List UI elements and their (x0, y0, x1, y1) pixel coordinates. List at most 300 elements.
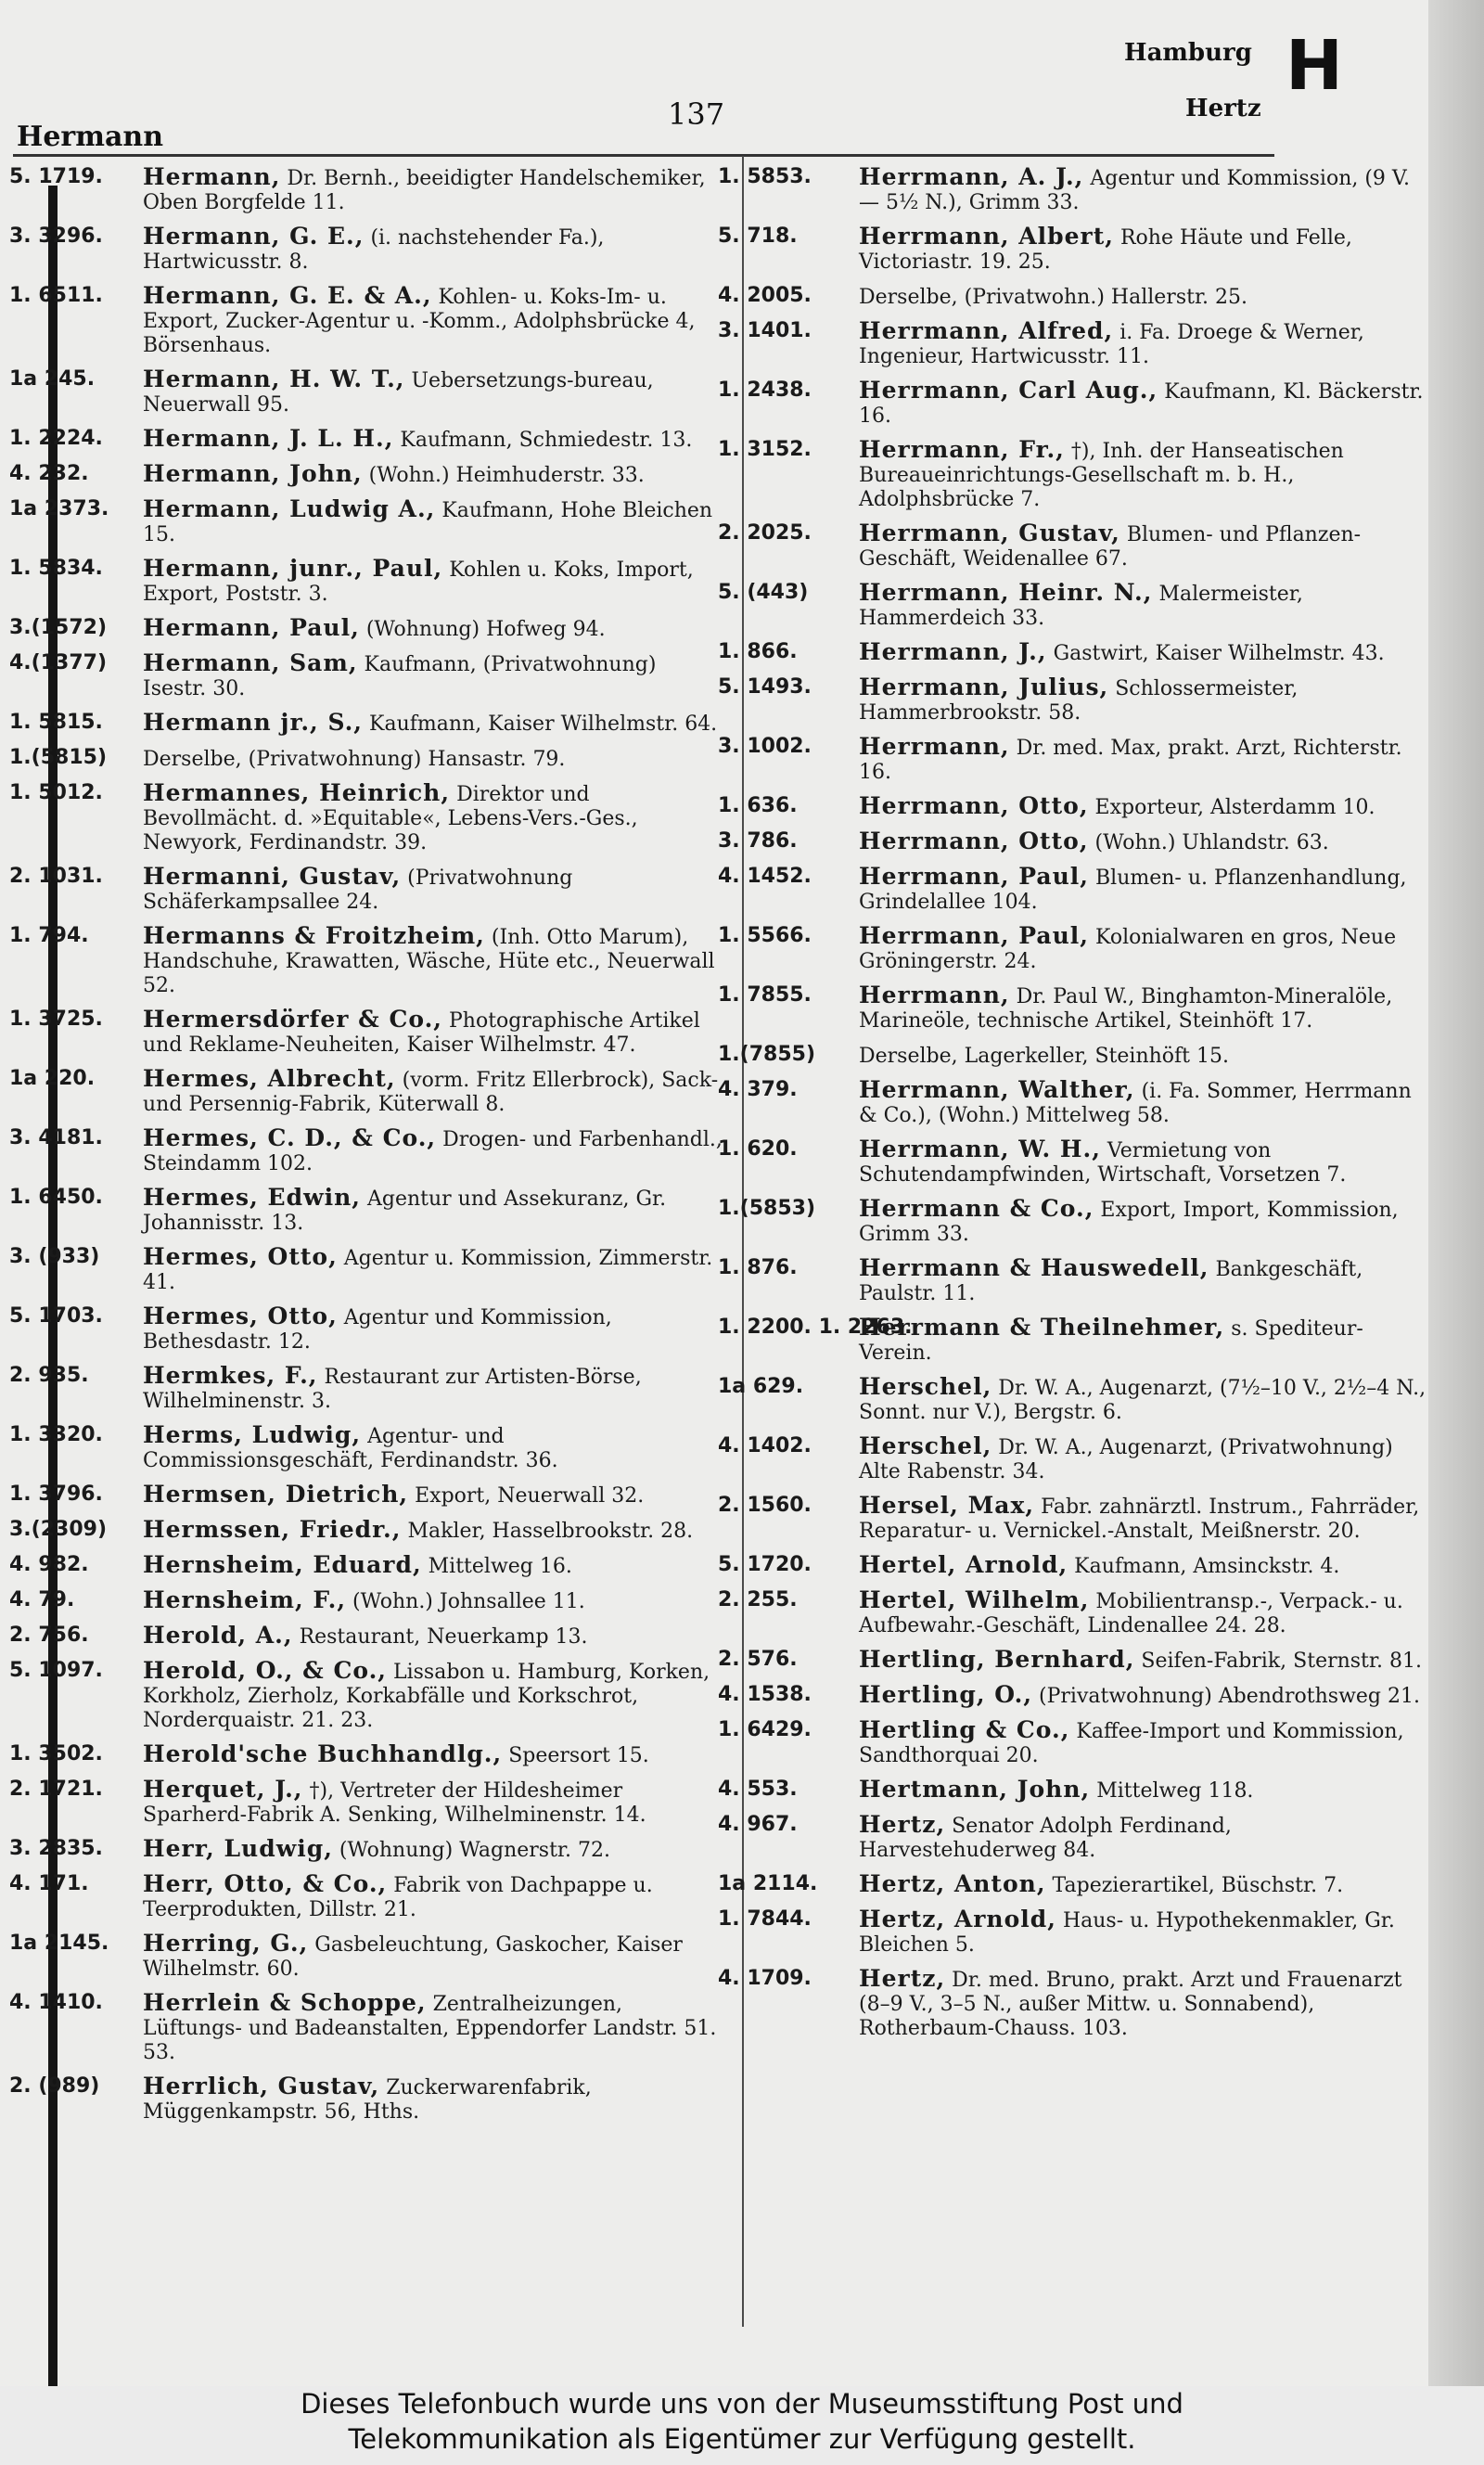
entry-text (130, 1186, 725, 1236)
phone-number: 3. (933) (9, 1245, 100, 1268)
phone-number: 2. 1721. (9, 1778, 103, 1801)
entry-text (846, 829, 1432, 855)
phone-number: 2. 2025. (718, 521, 812, 545)
subscriber-name: Hermann, John, (143, 460, 363, 487)
phone-number: 5. 1720. (718, 1553, 812, 1576)
phone-number: 5. 1719. (9, 165, 103, 188)
phone-number: 2. 935. (9, 1364, 89, 1387)
entry-details: Gasbeleuchtung, Gaskocher, Kaiser Wilhelmstr. 60. (143, 1933, 683, 1981)
subscriber-name: Herrmann, Fr., (859, 436, 1065, 463)
directory-entry (9, 497, 725, 547)
entry-details: Vermietung von Schutendampfwinden, Wirtschaft, Vorsetzen 7. (859, 1139, 1347, 1187)
subscriber-name: Herrmann, Albert, (859, 223, 1114, 250)
directory-entry (9, 1932, 725, 1982)
entry-text (846, 284, 1432, 310)
entry-details: Exporteur, Alsterdamm 10. (1094, 796, 1375, 819)
phone-number: 1. 6429. (718, 1718, 812, 1741)
entry-text (846, 1872, 1432, 1898)
directory-entry (9, 746, 725, 772)
phone-number: 1.(5815) (9, 746, 108, 769)
directory-entry (718, 1197, 1432, 1247)
directory-entry (9, 616, 725, 642)
phone-number: 1. 876. (718, 1256, 798, 1279)
entry-details: (i. Fa. Sommer, Herrmann & Co.), (Wohn.) Mittelweg 58. (859, 1080, 1412, 1127)
entry-details: i. Fa. Droege & Werner, Ingenieur, Hartwicusstr. 11. (859, 321, 1364, 368)
entry-details: Restaurant zur Artisten-Börse, Wilhelminenstr. 3. (143, 1366, 642, 1413)
subscriber-name: Hernsheim, Eduard, (143, 1551, 422, 1578)
directory-entry (718, 1967, 1432, 2041)
phone-number: 4. 1410. (9, 1991, 103, 2014)
phone-number: 3.(2309) (9, 1518, 108, 1541)
entry-text (130, 2074, 725, 2125)
entry-text (130, 1932, 725, 1982)
subscriber-name: Herold, A., (143, 1622, 293, 1649)
subscriber-name: Herrmann, (859, 733, 1010, 760)
phone-number: 4. 1452. (718, 865, 812, 888)
phone-number: 1. 6511. (9, 284, 103, 307)
phone-number: 1. 2200. 1. 2263. (718, 1316, 913, 1339)
subscriber-name: Herrmann, Alfred, (859, 317, 1114, 344)
subscriber-name: Herrmann, Paul, (859, 863, 1089, 890)
subscriber-name: Hermann, H. W. T., (143, 366, 405, 392)
subscriber-name: Herrmann, W. H., (859, 1136, 1101, 1162)
entry-text (846, 1316, 1432, 1366)
directory-entry (9, 557, 725, 607)
entry-text (846, 438, 1432, 512)
entry-details: Agentur und Kommission, (9 V. — 5½ N.), Grimm 33. (859, 167, 1410, 214)
entry-details: Lissabon u. Hamburg, Korken, Korkholz, Zierholz, Korkabfälle und Korkschrot, Norderquaistr. 21. 23. (143, 1661, 710, 1732)
directory-entry (718, 284, 1432, 310)
entry-text (846, 1588, 1432, 1638)
entry-details: Dr. W. A., Augenarzt, (Privatwohnung) Alte Rabenstr. 34. (859, 1436, 1393, 1483)
directory-entry (718, 225, 1432, 275)
entry-text (130, 781, 725, 855)
phone-number: 1. 866. (718, 640, 798, 663)
phone-number: 3. 1401. (718, 319, 812, 342)
subscriber-name: Herold, O., & Co., (143, 1657, 387, 1684)
entry-text (846, 640, 1432, 666)
subscriber-name: Hernsheim, F., (143, 1586, 347, 1613)
subscriber-name: Herrmann, Carl Aug., (859, 377, 1158, 404)
entry-text (130, 1126, 725, 1176)
entry-details: Rohe Häute und Felle, Victoriastr. 19. 25. (859, 226, 1352, 274)
entry-text (846, 319, 1432, 369)
directory-entry (9, 225, 725, 275)
directory-entry (718, 379, 1432, 429)
entry-text (846, 675, 1432, 725)
subscriber-name: Herschel, (859, 1373, 992, 1400)
entry-text (130, 1991, 725, 2065)
phone-number: 1. 2438. (718, 379, 812, 402)
entry-details: (vorm. Fritz Ellerbrock), Sack- und Persennig-Fabrik, Küterwall 8. (143, 1069, 719, 1116)
entry-text (130, 427, 725, 453)
directory-entry (9, 1008, 725, 1058)
phone-number: 4. 79. (9, 1588, 75, 1611)
entry-text (846, 924, 1432, 974)
entry-details: (Wohn.) Johnsallee 11. (352, 1590, 585, 1613)
phone-number: 3.(1572) (9, 616, 108, 639)
entry-details: Dr. med. Bruno, prakt. Arzt und Frauenarzt (8–9 V., 3–5 N., außer Mittw. u. Sonnabend), Rotherbaum-Chauss. 103. (859, 1969, 1402, 2040)
entry-text (846, 1813, 1432, 1863)
entry-details: Schlossermeister, Hammerbrookstr. 58. (859, 677, 1298, 725)
phone-number: 1. 5853. (718, 165, 812, 188)
directory-entry (718, 924, 1432, 974)
entry-details: Kolonialwaren en gros, Neue Gröningerstr. 24. (859, 926, 1397, 973)
entry-details: Derselbe, (Privatwohnung) Hansastr. 79. (143, 748, 566, 771)
entry-details: Fabr. zahnärztl. Instrum., Fahrräder, Reparatur- u. Vernickel.-Anstalt, Meißnerstr. 20. (859, 1496, 1420, 1543)
entry-details: Kaufmann, (Privatwohnung) Isestr. 30. (143, 653, 657, 700)
footer-line-2: Telekommunikation als Eigentümer zur Verfügung gestellt. (348, 2423, 1136, 2455)
directory-entry (9, 165, 725, 215)
entry-details: Zentralheizungen, Lüftungs- und Badeanstalten, Eppendorfer Landstr. 51. 53. (143, 1993, 717, 2064)
subscriber-name: Hertel, Arnold, (859, 1551, 1068, 1578)
entry-details: s. Spediteur-Verein. (859, 1317, 1363, 1365)
phone-number: 1. 636. (718, 794, 798, 817)
entry-details: Kaufmann, Amsinckstr. 4. (1074, 1555, 1340, 1578)
subscriber-name: Hermersdörfer & Co., (143, 1006, 442, 1033)
header-rule (13, 154, 1274, 157)
subscriber-name: Hermannes, Heinrich, (143, 779, 451, 806)
phone-number: 1a 2145. (9, 1932, 109, 1955)
directory-entry (9, 1186, 725, 1236)
subscriber-name: Herrmann, Otto, (859, 792, 1089, 819)
subscriber-name: Herrlein & Schoppe, (143, 1989, 427, 2016)
subscriber-name: Hermann jr., S., (143, 709, 364, 736)
entry-details: (Wohnung) Hofweg 94. (365, 618, 606, 641)
subscriber-name: Hermes, Otto, (143, 1243, 338, 1270)
phone-number: 2. 756. (9, 1624, 89, 1647)
entry-details: (Wohn.) Uhlandstr. 63. (1094, 831, 1329, 854)
subscriber-name: Hermkes, F., (143, 1362, 318, 1389)
subscriber-name: Hertmann, John, (859, 1776, 1091, 1803)
entry-text (130, 1245, 725, 1295)
directory-entry (9, 1067, 725, 1117)
phone-number: 1. 3725. (9, 1008, 103, 1031)
entry-text (130, 865, 725, 915)
entry-text (130, 616, 725, 642)
entry-details: Derselbe, Lagerkeller, Steinhöft 15. (859, 1045, 1229, 1068)
directory-entry (718, 1316, 1432, 1366)
directory-entry (718, 1588, 1432, 1638)
subscriber-name: Hermsen, Dietrich, (143, 1481, 409, 1508)
entry-text (846, 1553, 1432, 1579)
phone-number: 1. 3502. (9, 1742, 103, 1765)
entry-details: Kaufmann, Kaiser Wilhelmstr. 64. (369, 713, 718, 736)
directory-entry (9, 1659, 725, 1733)
running-head-right: Hertz (1185, 95, 1261, 122)
phone-number: 2. 255. (718, 1588, 798, 1611)
directory-entry (9, 1742, 725, 1768)
subscriber-name: Hertel, Wilhelm, (859, 1586, 1090, 1613)
entry-details: Photographische Artikel und Reklame-Neuheiten, Kaiser Wilhelmstr. 47. (143, 1009, 700, 1057)
subscriber-name: Herrmann, Otto, (859, 828, 1089, 854)
directory-entry (718, 1434, 1432, 1484)
subscriber-name: Hermanni, Gustav, (143, 863, 402, 890)
directory-entry (9, 1837, 725, 1863)
phone-number: 1. 6450. (9, 1186, 103, 1209)
phone-number: 1. 2224. (9, 427, 103, 450)
entry-details: (Wohnung) Wagnerstr. 72. (339, 1839, 610, 1862)
directory-entry (718, 1648, 1432, 1674)
directory-entry (718, 829, 1432, 855)
entry-text (130, 1837, 725, 1863)
entry-details: Mobilientransp.-, Verpack.- u. Aufbewahr.-Geschäft, Lindenallee 24. 28. (859, 1590, 1403, 1637)
entry-text (130, 165, 725, 215)
subscriber-name: Hermann, G. E. & A., (143, 282, 432, 309)
entry-text (130, 1304, 725, 1354)
directory-entry (718, 521, 1432, 571)
phone-number: 1. 3796. (9, 1483, 103, 1506)
subscriber-name: Herring, G., (143, 1930, 309, 1957)
subscriber-name: Herrmann, J., (859, 638, 1047, 665)
subscriber-name: Hersel, Max, (859, 1492, 1035, 1519)
directory-entry (9, 1518, 725, 1544)
entry-details: Uebersetzungs-bureau, Neuerwall 95. (143, 369, 654, 417)
phone-number: 1. 794. (9, 924, 89, 947)
entry-text (130, 1872, 725, 1922)
directory-entry (9, 284, 725, 358)
subscriber-name: Hermann, J. L. H., (143, 425, 394, 452)
phone-number: 5. (443) (718, 581, 809, 604)
footer-line-1: Dieses Telefonbuch wurde uns von der Museumsstiftung Post und (301, 2388, 1183, 2420)
entry-text (846, 1967, 1432, 2041)
entry-text (846, 1907, 1432, 1958)
entry-details: Dr. Paul W., Binghamton-Mineralöle, Marineöle, technische Artikel, Steinhöft 17. (859, 985, 1393, 1033)
entry-text (130, 1742, 725, 1768)
phone-number: 3. 4181. (9, 1126, 103, 1149)
directory-entry (718, 165, 1432, 215)
subscriber-name: Hertling, Bernhard, (859, 1646, 1135, 1673)
directory-entry (9, 1245, 725, 1295)
directory-entry (718, 1553, 1432, 1579)
phone-number: 4. 1402. (718, 1434, 812, 1457)
phone-number: 5. 1703. (9, 1304, 103, 1328)
directory-entry (718, 640, 1432, 666)
entry-text (846, 165, 1432, 215)
entry-details: Kaufmann, Schmiedestr. 13. (400, 429, 693, 452)
phone-number: 4. 1709. (718, 1967, 812, 1990)
entry-text (130, 1659, 725, 1733)
subscriber-name: Herrlich, Gustav, (143, 2073, 380, 2099)
phone-number: 1. 5815. (9, 711, 103, 734)
directory-entry (718, 1375, 1432, 1425)
phone-number: 4. 2005. (718, 284, 812, 307)
entry-text (846, 581, 1432, 631)
section-letter: H (1286, 26, 1343, 106)
phone-number: 4.(1377) (9, 651, 108, 674)
subscriber-name: Herrmann & Co., (859, 1195, 1094, 1222)
phone-number: 4. 982. (9, 1553, 89, 1576)
phone-number: 3. 786. (718, 829, 798, 853)
subscriber-name: Hermes, Edwin, (143, 1184, 361, 1211)
entry-details: Mittelweg 16. (428, 1555, 572, 1578)
entry-details: Restaurant, Neuerkamp 13. (299, 1625, 588, 1649)
entry-text (130, 711, 725, 737)
page-edge-shadow (1428, 0, 1484, 2386)
subscriber-name: Hermann, Sam, (143, 649, 358, 676)
entry-text (130, 1008, 725, 1058)
subscriber-name: Hertz, (859, 1811, 946, 1838)
entry-details: Tapezierartikel, Büschstr. 7. (1052, 1874, 1344, 1897)
subscriber-name: Herrmann & Hauswedell, (859, 1254, 1209, 1281)
entry-text (846, 1078, 1432, 1128)
entry-text (130, 1588, 725, 1614)
phone-number: 2. 1031. (9, 865, 103, 888)
phone-number: 1. 5012. (9, 781, 103, 804)
phone-number: 3. 3296. (9, 225, 103, 248)
directory-entry (9, 1872, 725, 1922)
entry-text (846, 1683, 1432, 1709)
phone-number: 4. 171. (9, 1872, 89, 1895)
entry-details: Bankgeschäft, Paulstr. 11. (859, 1258, 1363, 1305)
directory-entry (9, 865, 725, 915)
directory-entry (718, 794, 1432, 820)
entry-text (846, 1197, 1432, 1247)
directory-entry (9, 1778, 725, 1828)
entry-details: Kohlen- u. Koks-Im- u. Export, Zucker-Agentur u. -Komm., Adolphsbrücke 4, Börsenhaus. (143, 286, 696, 357)
entry-details: Export, Import, Kommission, Grimm 33. (859, 1199, 1399, 1246)
entry-text (846, 1778, 1432, 1804)
phone-number: 3. 2835. (9, 1837, 103, 1860)
entry-details: Fabrik von Dachpappe u. Teerprodukten, Dillstr. 21. (143, 1874, 653, 1921)
subscriber-name: Hertz, (859, 1965, 946, 1992)
directory-entry (718, 1043, 1432, 1069)
entry-text (130, 284, 725, 358)
subscriber-name: Hermann, Ludwig A., (143, 495, 436, 522)
phone-number: 2. 1560. (718, 1494, 812, 1517)
phone-number: 1a 245. (9, 367, 96, 391)
entry-details: Agentur u. Kommission, Zimmerstr. 41. (143, 1247, 713, 1294)
phone-number: 4. 967. (718, 1813, 798, 1836)
phone-number: 1.(7855) (718, 1043, 816, 1066)
directory-entry (718, 1718, 1432, 1768)
entry-text (130, 1067, 725, 1117)
directory-entry (9, 1423, 725, 1473)
phone-number: 4. 379. (718, 1078, 798, 1101)
directory-entry (718, 983, 1432, 1034)
entry-text (130, 1423, 725, 1473)
entry-details: Seifen-Fabrik, Sternstr. 81. (1141, 1650, 1422, 1673)
left-column (9, 165, 725, 2134)
entry-text (846, 225, 1432, 275)
directory-entry (718, 438, 1432, 512)
phone-number: 1a 629. (718, 1375, 804, 1398)
entry-details: Direktor und Bevollmächt. d. »Equitable«, Lebens-Vers.-Ges., Newyork, Ferdinandstr. 39. (143, 783, 638, 854)
subscriber-name: Hermes, C. D., & Co., (143, 1124, 437, 1151)
subscriber-name: Hertz, Arnold, (859, 1906, 1056, 1932)
directory-entry (9, 1364, 725, 1414)
subscriber-name: Herschel, (859, 1432, 992, 1459)
entry-details: Agentur- und Commissionsgeschäft, Ferdinandstr. 36. (143, 1425, 558, 1472)
entry-details: Zuckerwarenfabrik, Müggenkampstr. 56, Hths. (143, 2076, 592, 2124)
entry-details: (Wohn.) Heimhuderstr. 33. (368, 464, 645, 487)
entry-text (846, 865, 1432, 915)
subscriber-name: Hermann, (143, 163, 281, 190)
entry-details: Kaufmann, Kl. Bäckerstr. 16. (859, 380, 1424, 428)
entry-text (846, 1434, 1432, 1484)
subscriber-name: Hertling & Co., (859, 1716, 1070, 1743)
entry-text (846, 1648, 1432, 1674)
directory-entry (718, 1078, 1432, 1128)
entry-text (130, 1624, 725, 1650)
subscriber-name: Hermann, Paul, (143, 614, 360, 641)
entry-details: Blumen- u. Pflanzenhandlung, Grindelallee 104. (859, 867, 1407, 914)
phone-number: 1.(5853) (718, 1197, 816, 1220)
entry-text (846, 1043, 1432, 1069)
entry-details: (Privatwohnung) Abendrothsweg 21. (1039, 1685, 1420, 1708)
phone-number: 4. 553. (718, 1778, 798, 1801)
directory-entry (718, 1137, 1432, 1188)
entry-details: Mittelweg 118. (1096, 1779, 1254, 1803)
entry-details: Dr. med. Max, prakt. Arzt, Richterstr. 16. (859, 737, 1402, 784)
entry-text (130, 651, 725, 701)
entry-text (846, 794, 1432, 820)
entry-details: Malermeister, Hammerdeich 33. (859, 583, 1303, 630)
entry-details: Senator Adolph Ferdinand, Harvestehuderweg 84. (859, 1815, 1232, 1862)
entry-text (130, 1553, 725, 1579)
entry-details: Blumen- und Pflanzen-Geschäft, Weidenallee 67. (859, 523, 1362, 571)
directory-entry (718, 1494, 1432, 1544)
directory-entry (9, 924, 725, 998)
directory-entry (9, 1304, 725, 1354)
subscriber-name: Herrmann, Gustav, (859, 520, 1120, 546)
phone-number: 1. 3320. (9, 1423, 103, 1446)
entry-text (130, 225, 725, 275)
directory-entry (718, 1778, 1432, 1804)
directory-entry (718, 1907, 1432, 1958)
phone-number: 4. 232. (9, 462, 89, 485)
right-column (718, 165, 1432, 2050)
entry-text (846, 983, 1432, 1034)
entry-text (846, 1137, 1432, 1188)
entry-details: †), Inh. der Hanseatischen Bureaueinrichtungs-Gesellschaft m. b. H., Adolphsbrücke 7. (859, 440, 1344, 511)
directory-entry (718, 319, 1432, 369)
directory-entry (9, 1624, 725, 1650)
entry-text (846, 521, 1432, 571)
entry-details: Agentur und Assekuranz, Gr. Johannisstr. 13. (143, 1188, 667, 1235)
entry-details: Kaufmann, Hohe Bleichen 15. (143, 499, 713, 546)
phone-number: 1. 7844. (718, 1907, 812, 1931)
entry-details: Kaffee-Import und Kommission, Sandthorquai 20. (859, 1720, 1404, 1767)
entry-text (130, 1778, 725, 1828)
directory-entry (9, 651, 725, 701)
directory-entry (718, 735, 1432, 785)
phone-number: 5. 718. (718, 225, 798, 248)
subscriber-name: Herr, Ludwig, (143, 1835, 333, 1862)
entry-details: Makler, Hasselbrookstr. 28. (407, 1520, 694, 1543)
entry-text (130, 924, 725, 998)
directory-entry (9, 462, 725, 488)
phone-number: 1a 220. (9, 1067, 96, 1090)
entry-details: Drogen- und Farbenhandl., Steindamm 102. (143, 1128, 723, 1175)
directory-entry (718, 1813, 1432, 1863)
entry-details: Speersort 15. (508, 1744, 649, 1767)
entry-details: Dr. W. A., Augenarzt, (7½–10 V., 2½–4 N., Sonnt. nur V.), Bergstr. 6. (859, 1377, 1426, 1424)
subscriber-name: Herrmann, Walther, (859, 1076, 1135, 1103)
entry-text (846, 735, 1432, 785)
directory-entry (9, 1126, 725, 1176)
entry-text (130, 367, 725, 417)
running-head-city: Hamburg (1124, 39, 1252, 67)
entry-details: Kohlen u. Koks, Import, Export, Poststr. 3. (143, 558, 694, 606)
phone-number: 1. 3152. (718, 438, 812, 461)
directory-entry (9, 781, 725, 855)
entry-text (846, 379, 1432, 429)
subscriber-name: Herrmann, Heinr. N., (859, 579, 1153, 606)
entry-details: (i. nachstehender Fa.), Hartwicusstr. 8. (143, 226, 605, 274)
footer-notice (0, 2386, 1484, 2465)
subscriber-name: Herrmann, Paul, (859, 922, 1089, 949)
